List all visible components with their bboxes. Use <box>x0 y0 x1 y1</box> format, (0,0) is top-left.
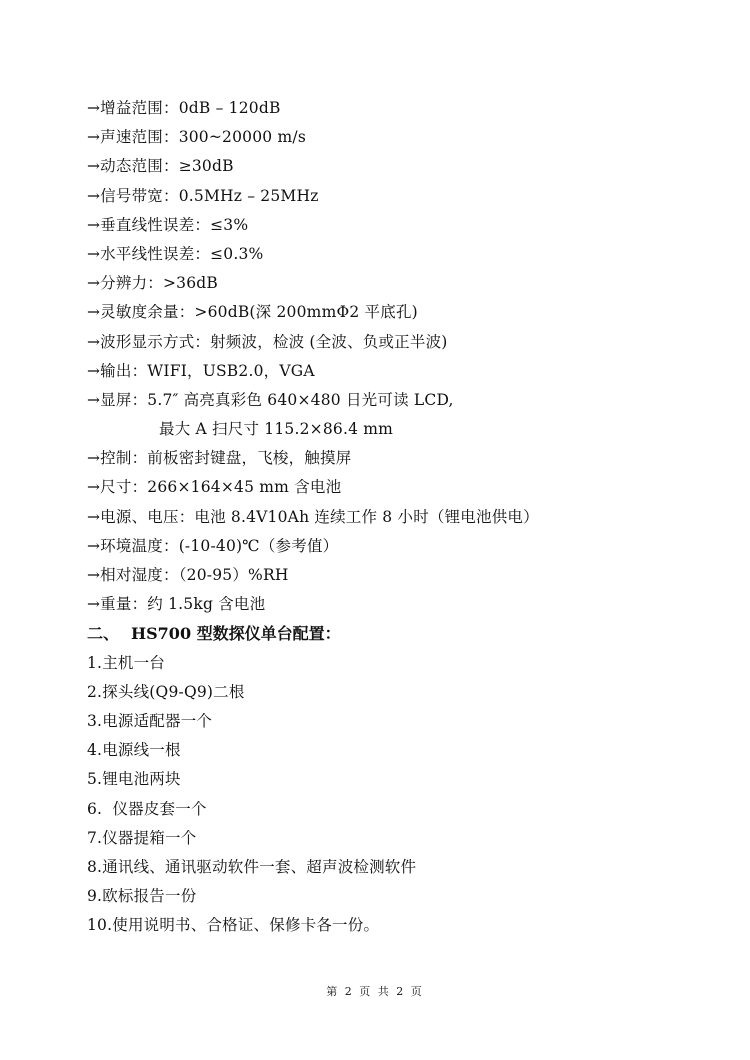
page-footer: 第 2 页 共 2 页 <box>326 985 424 998</box>
spec-temperature: →环境温度：(-10-40)℃（参考值） <box>87 536 339 555</box>
spec-vertical-linearity: →垂直线性误差：≤3% <box>87 215 249 234</box>
spec-dimensions: →尺寸：266×164×45 mm 含电池 <box>87 478 342 497</box>
spec-output: →输出：WIFI，USB2.0，VGA <box>87 361 315 380</box>
spec-list <box>87 94 727 940</box>
spec-sensitivity: →灵敏度余量：>60dB(深 200mmΦ2 平底孔) <box>87 303 418 322</box>
config-item: 3.电源适配器一个 <box>87 711 213 730</box>
spec-bandwidth: →信号带宽：0.5MHz – 25MHz <box>87 186 319 205</box>
spec-power: →电源、电压：电池 8.4V10Ah 连续工作 8 小时（锂电池供电） <box>87 507 539 526</box>
config-item: 8.通讯线、通讯驱动软件一套、超声波检测软件 <box>87 857 417 876</box>
config-item: 7.仪器提箱一个 <box>87 828 197 847</box>
section-title: HS700 型数探仪单台配置： <box>131 624 341 644</box>
spec-horizontal-linearity: →水平线性误差：≤0.3% <box>87 244 264 263</box>
config-item: 9.欧标报告一份 <box>87 887 197 906</box>
config-list <box>87 649 727 941</box>
section-heading <box>87 619 727 648</box>
config-item: 10.使用说明书、合格证、保修卡各一份。 <box>87 916 380 935</box>
config-item: 1.主机一台 <box>87 653 165 672</box>
spec-display: →显屏：5.7″ 高亮真彩色 640×480 日光可读 LCD, <box>87 390 454 409</box>
spec-sound-velocity: →声速范围：300~20000 m/s <box>87 128 306 147</box>
spec-weight: →重量：约 1.5kg 含电池 <box>87 595 266 614</box>
spec-gain-range: →增益范围：0dB – 120dB <box>87 99 281 117</box>
config-item: 6. 仪器皮套一个 <box>87 799 207 818</box>
config-item: 4.电源线一根 <box>87 741 181 760</box>
section-number: 二、 <box>87 624 120 644</box>
spec-dynamic-range: →动态范围：≥30dB <box>87 157 234 176</box>
config-item: 5.锂电池两块 <box>87 770 181 789</box>
spec-resolution: →分辨力：>36dB <box>87 274 219 293</box>
spec-humidity: →相对湿度：（20-95）%RH <box>87 566 289 584</box>
config-item: 2.探头线(Q9-Q9)二根 <box>87 682 245 701</box>
spec-display-continuation: 最大 A 扫尺寸 115.2×86.4 mm <box>159 420 394 439</box>
spec-control: →控制：前板密封键盘，飞梭，触摸屏 <box>87 449 352 468</box>
spec-waveform-display: →波形显示方式：射频波，检波 (全波、负或正半波) <box>87 332 448 351</box>
